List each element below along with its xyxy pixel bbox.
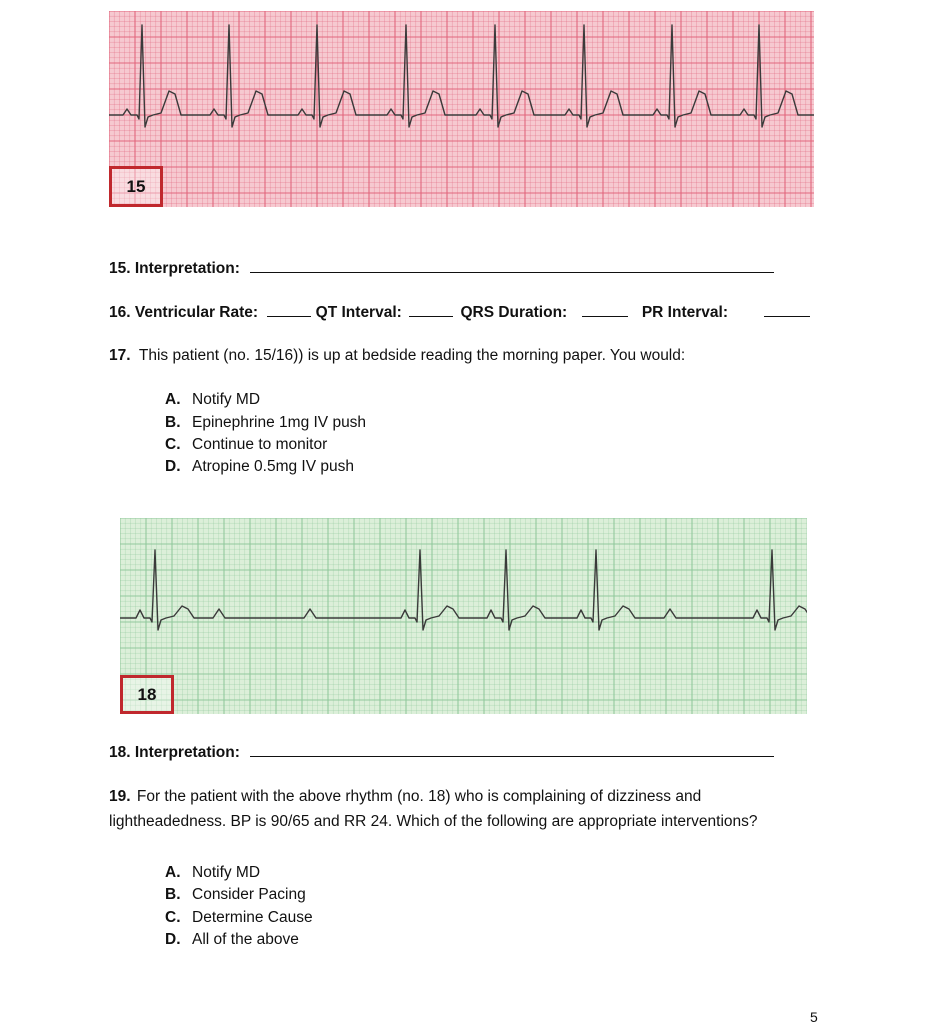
q17-line xyxy=(109,347,685,365)
q19-option-b-text: Consider Pacing xyxy=(192,886,306,903)
ecg-strip-15 xyxy=(109,11,814,207)
q15-label: 15. Interpretation: xyxy=(109,260,240,277)
strip-18-label: 18 xyxy=(120,675,174,714)
q15-answer-blank[interactable] xyxy=(250,258,774,273)
q17-option-a-letter: A. xyxy=(165,391,181,408)
ecg-strip-18-graph xyxy=(120,518,807,714)
q17-number: 17. xyxy=(109,347,131,364)
q16-qrs-blank[interactable] xyxy=(582,302,628,317)
q17-option-c-letter: C. xyxy=(165,436,181,453)
ecg-strip-15-graph xyxy=(109,11,814,207)
q16-line xyxy=(109,302,810,322)
q19-option-b[interactable] xyxy=(165,886,306,904)
q19-option-a-text: Notify MD xyxy=(192,864,261,881)
q17-option-a[interactable] xyxy=(165,391,260,409)
q19-text-line-2: lightheadedness. BP is 90/65 and RR 24. Which of the following are appropriate interventions? xyxy=(109,813,758,830)
q18-answer-blank[interactable] xyxy=(250,742,774,757)
q17-option-a-text: Notify MD xyxy=(192,391,261,408)
q19-option-a-letter: A. xyxy=(165,864,181,881)
q16-rate-label: 16. Ventricular Rate: xyxy=(109,304,259,321)
q17-option-d[interactable] xyxy=(165,458,354,476)
q16-qt-blank[interactable] xyxy=(409,302,453,317)
q19-number: 19. xyxy=(109,788,131,805)
q19-option-c[interactable] xyxy=(165,909,313,927)
q18-label: 18. Interpretation: xyxy=(109,744,240,761)
q16-pr-label: PR Interval: xyxy=(641,304,728,321)
q19-option-d-letter: D. xyxy=(165,931,181,948)
q16-qt-label: QT Interval: xyxy=(315,304,402,321)
strip-15-label: 15 xyxy=(109,166,163,207)
q17-option-d-text: Atropine 0.5mg IV push xyxy=(192,458,354,475)
q17-option-d-letter: D. xyxy=(165,458,181,475)
q19-line-1 xyxy=(109,788,701,806)
q18-line xyxy=(109,742,774,762)
q19-text-line-1: For the patient with the above rhythm (no. 18) who is complaining of dizziness and xyxy=(136,788,702,805)
q16-qrs-label: QRS Duration: xyxy=(460,304,568,321)
q17-option-b-text: Epinephrine 1mg IV push xyxy=(192,414,367,431)
q19-option-a[interactable] xyxy=(165,864,260,882)
q19-line-2 xyxy=(109,813,758,831)
q17-text: This patient (no. 15/16)) is up at bedside reading the morning paper. You would: xyxy=(138,347,686,364)
q16-rate-blank[interactable] xyxy=(267,302,311,317)
q19-option-c-letter: C. xyxy=(165,909,181,926)
q19-option-c-text: Determine Cause xyxy=(192,909,313,926)
q19-option-d-text: All of the above xyxy=(192,931,299,948)
q17-option-c[interactable] xyxy=(165,436,327,454)
ecg-strip-18 xyxy=(120,518,807,714)
q19-option-b-letter: B. xyxy=(165,886,181,903)
q19-option-d[interactable] xyxy=(165,931,299,949)
q17-option-c-text: Continue to monitor xyxy=(192,436,328,453)
q16-pr-blank[interactable] xyxy=(764,302,810,317)
q17-option-b-letter: B. xyxy=(165,414,181,431)
q17-option-b[interactable] xyxy=(165,414,366,432)
q15-line xyxy=(109,258,774,278)
page-number: 5 xyxy=(810,1009,818,1025)
